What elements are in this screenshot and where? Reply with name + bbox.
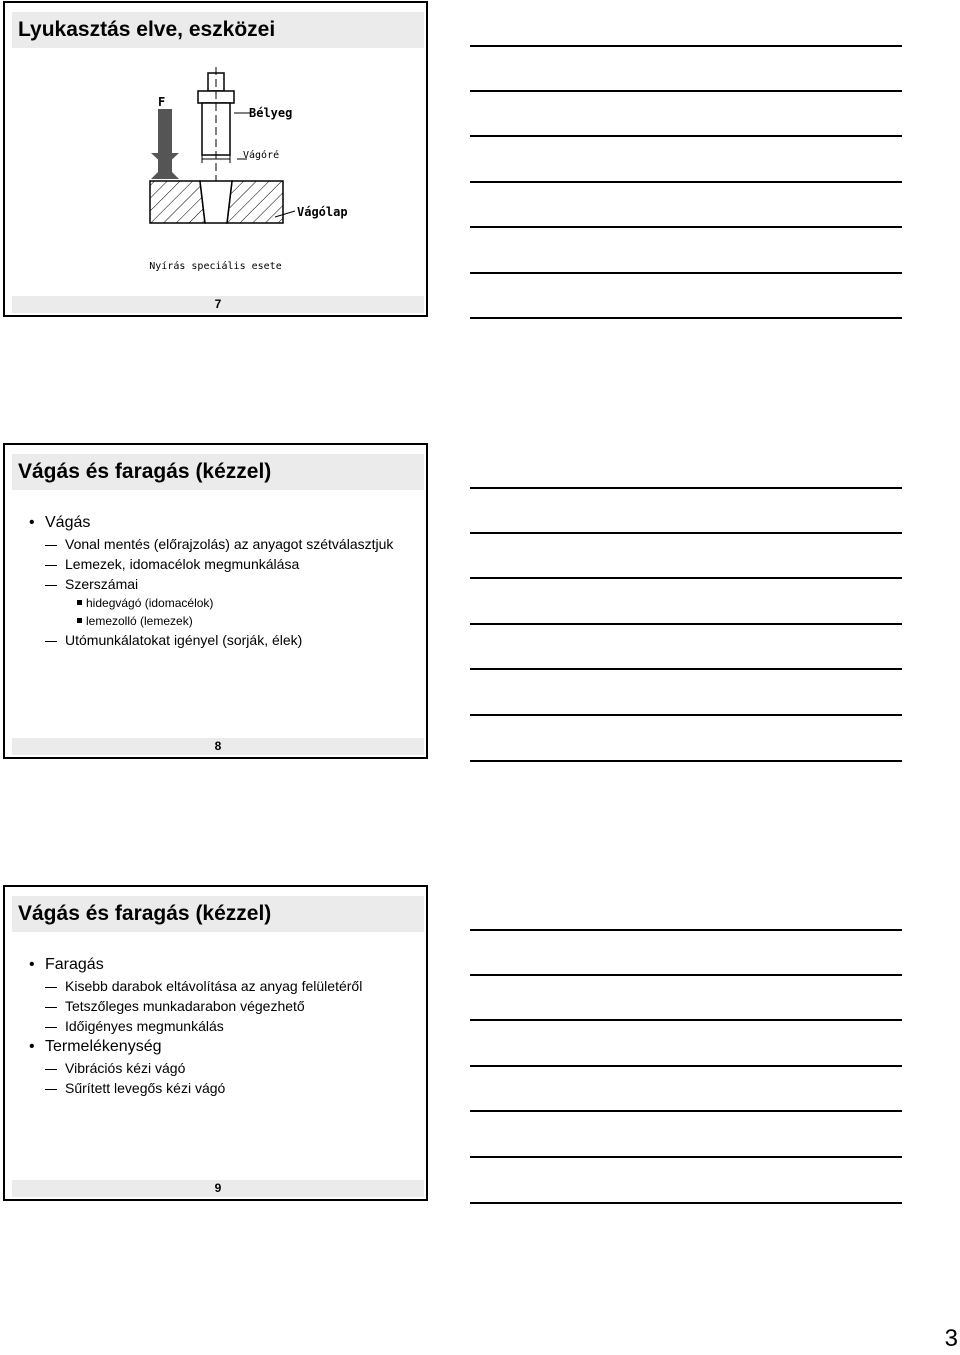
slide-number: 7 (12, 296, 424, 313)
bullet-level3: lemezolló (lemezek) (29, 612, 416, 630)
bullet-level2: Utómunkálatokat igényel (sorják, élek) (29, 630, 416, 650)
bullet-level2: Kisebb darabok eltávolítása az anyag felületéről (29, 976, 416, 996)
force-label: F (158, 95, 166, 109)
bullet-level2: Sűrített levegős kézi vágó (29, 1078, 416, 1098)
slide-number: 9 (12, 1180, 424, 1197)
bullet-level2: Időigényes megmunkálás (29, 1016, 416, 1036)
die-label: Vágólap (297, 205, 348, 219)
slide-title: Lyukasztás elve, eszközei (12, 12, 424, 48)
bullet-level1: • Faragás (29, 954, 416, 976)
slide-title: Vágás és faragás (kézzel) (12, 454, 424, 490)
slide-title: Vágás és faragás (kézzel) (12, 896, 424, 932)
slide-7 (3, 1, 428, 317)
bullet-level2: Lemezek, idomacélok megmunkálása (29, 554, 416, 574)
slide-content (29, 512, 416, 650)
bullet-level2: Szerszámai (29, 574, 416, 594)
slide-number: 8 (12, 738, 424, 755)
slide-8 (3, 443, 428, 759)
figure-caption: Nyírás speciális esete (149, 261, 282, 272)
bullet-level2: Vibrációs kézi vágó (29, 1058, 416, 1078)
slide-9 (3, 885, 428, 1201)
bullet-level1: • Vágás (29, 512, 416, 534)
bullet-level2: Tetszőleges munkadarabon végezhető (29, 996, 416, 1016)
bullet-level1: • Termelékenység (29, 1036, 416, 1058)
slide-content (29, 954, 416, 1098)
punch-label: Bélyeg (249, 106, 293, 120)
bullet-level2: Vonal mentés (előrajzolás) az anyagot szétválasztjuk (29, 534, 416, 554)
die-plate-shape (150, 181, 283, 223)
bullet-level3: hidegvágó (idomacélok) (29, 594, 416, 612)
edge-label: Vágóré (243, 150, 280, 161)
page-number: 3 (944, 1325, 958, 1352)
force-arrow-icon (151, 109, 179, 179)
